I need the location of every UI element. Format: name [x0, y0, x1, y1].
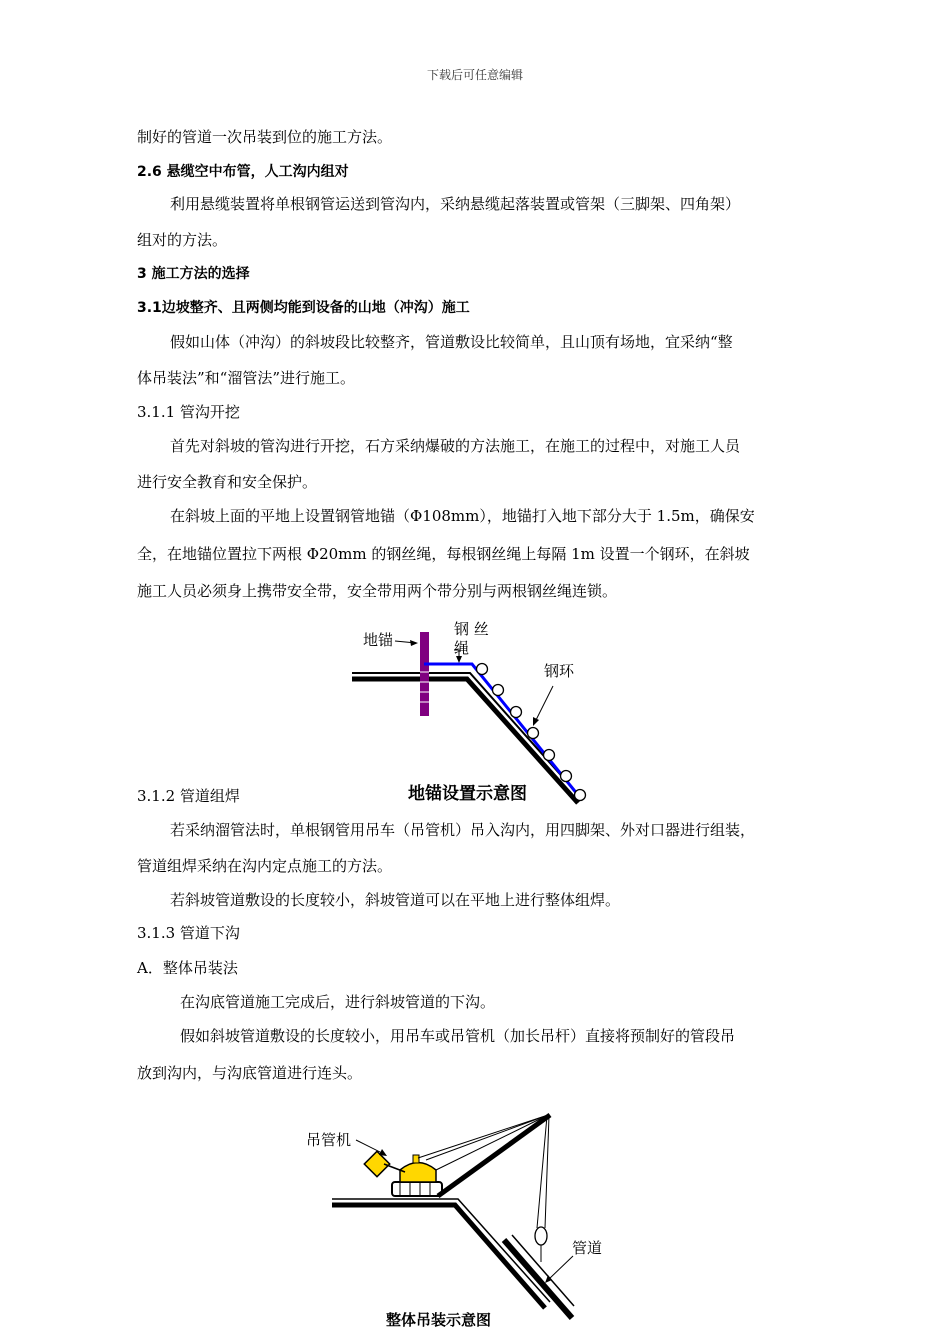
section-heading: 2.6 悬缆空中布管，人工沟内组对 — [137, 164, 349, 180]
crane-boom — [438, 1115, 550, 1196]
label-rope: 钢 丝 — [454, 620, 489, 638]
text-line: 管道组焊采纳在沟内定点施工的方法。 — [137, 857, 393, 875]
text-line: 施工人员必须身上携带安全带，安全带用两个带分别与两根钢丝绳连锁。 — [137, 582, 618, 600]
text-line: 全，在地锚位置拉下两根 Φ20mm 的钢丝绳，每根钢丝绳上每隔 1m 设置一个钢环，在斜坡 — [137, 545, 750, 563]
hook — [535, 1227, 547, 1245]
label-crane: 吊管机 — [306, 1131, 352, 1149]
ground-line — [332, 1205, 545, 1308]
label-anchor: 地锚 — [363, 631, 394, 649]
text-line: 体吊装法”和“溜管法”进行施工。 — [137, 369, 356, 387]
text-line: 制好的管道一次吊装到位的施工方法。 — [137, 128, 393, 146]
label-rope-2: 绳 — [454, 639, 470, 657]
subsection-heading: 3.1.3 管道下沟 — [137, 924, 240, 942]
label-pipe: 管道 — [572, 1239, 603, 1257]
text-line: 若采纳溜管法时，单根钢管用吊车（吊管机）吊入沟内，用四脚架、外对口器进行组装， — [170, 821, 756, 839]
text-line: 假如山体（冲沟）的斜坡段比较整齐，管道敷设比较简单，且山顶有场地，宜采纳“整 — [170, 333, 733, 351]
text-line: 在斜坡上面的平地上设置钢管地锚（Φ108mm），地锚打入地下部分大于 1.5m，确保安 — [170, 507, 755, 525]
text-line: 进行安全教育和安全保护。 — [137, 473, 318, 491]
subsection-heading: 3.1.2 管道组焊 — [137, 787, 240, 805]
text-line: 组对的方法。 — [137, 231, 228, 249]
page-header: 下载后可任意编辑 — [426, 68, 523, 82]
text-line: 利用悬缆装置将单根钢管运送到管沟内，采纳悬缆起落装置或管架（三脚架、四角架） — [170, 195, 741, 213]
label-ring: 钢环 — [544, 662, 575, 680]
text-line: 假如斜坡管道敷设的长度较小，用吊车或吊管机（加长吊杆）直接将预制好的管段吊 — [180, 1027, 736, 1045]
section-heading: 3.1边坡整齐、且两侧均能到设备的山地（冲沟）施工 — [137, 300, 470, 316]
section-heading: 3 施工方法的选择 — [137, 266, 250, 282]
subsection-heading: 3.1.1 管沟开挖 — [137, 403, 240, 421]
figure-caption: 整体吊装示意图 — [386, 1311, 492, 1329]
figure-caption: 地锚设置示意图 — [408, 784, 527, 804]
text-line: A．整体吊装法 — [137, 959, 238, 977]
pipe — [504, 1240, 572, 1318]
text-line: 在沟底管道施工完成后，进行斜坡管道的下沟。 — [180, 993, 496, 1011]
text-line: 首先对斜坡的管沟进行开挖，石方采纳爆破的方法施工，在施工的过程中，对施工人员 — [170, 437, 741, 455]
text-line: 放到沟内，与沟底管道进行连头。 — [137, 1064, 363, 1082]
text-line: 若斜坡管道敷设的长度较小，斜坡管道可以在平地上进行整体组焊。 — [170, 891, 621, 909]
crane-body — [400, 1163, 436, 1183]
ground-line-inner — [332, 1199, 550, 1302]
